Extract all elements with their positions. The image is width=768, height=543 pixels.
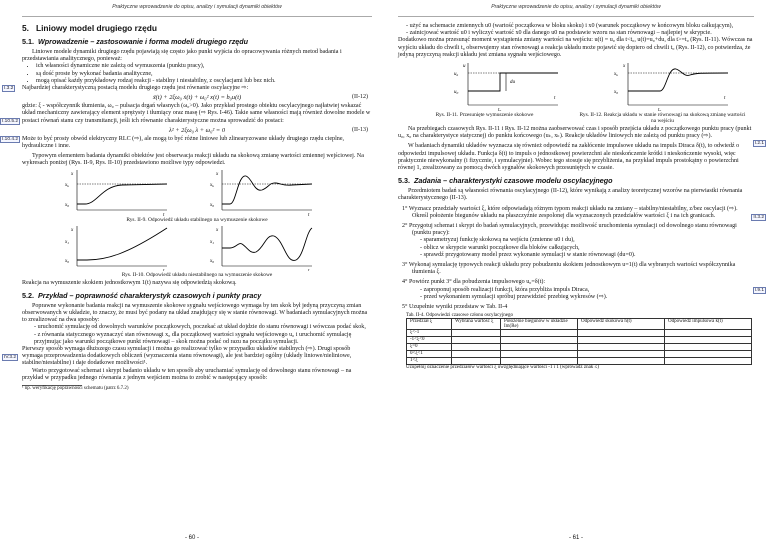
margin-reference[interactable]: I.10.4.2 xyxy=(2,136,19,142)
subsection-heading-5-2 xyxy=(22,291,372,300)
response-curve xyxy=(77,228,167,260)
table-header: Wybrana wartość ξ xyxy=(452,319,501,330)
table-cell: -1<ξ<0 xyxy=(407,337,452,344)
equation-number: (II-13) xyxy=(352,126,368,133)
x-axis-label: t xyxy=(724,96,726,102)
shifted-step-plot xyxy=(454,63,558,111)
table-cell[interactable] xyxy=(578,358,665,365)
paragraph: Poprawne wykonanie badania reakcji na wymuszenie skokowe sygnału wejściowego wymaga by ten skok był jedyną przyczyną zmian obserwowanych w układzie, to znaczy, że musi być podany na układ znajdujący się w stanie równowagi. W badaniach symulacyjnych można to zrealizować na dwa sposoby: xyxy=(22,302,368,324)
response-curve xyxy=(222,176,312,204)
tick-label: $x_1$ xyxy=(210,239,214,245)
task-item: 5° Uzupełnie wyniki przedstaw w Tab. II-4 xyxy=(402,304,508,311)
response-curve xyxy=(628,69,728,91)
subsection-heading-5-3 xyxy=(398,176,754,185)
list-item: • mogą opisać każdy przykładowy rodzaj reakcji - stabilny i niestabilny, z oscylacjami lub bez nich. xyxy=(36,78,372,85)
table-cell[interactable] xyxy=(578,344,665,351)
tick-label: $x_0$ xyxy=(614,90,618,96)
y-axis-label: x xyxy=(71,171,74,177)
paragraph: Typowym elementem badania dynamiki obiektów jest obserwacja reakcji układu na skokową zmianę wartości zmiennej wejściowej. Na wykresach poniżej (Rys. II-9, Rys. II-10) przedstawiono możliwe typy odpowiedzi. xyxy=(22,153,364,167)
equation xyxy=(22,94,372,101)
paragraph: Na przebiegach czasowych Rys. II-11 i Rys. II-12 można zaobserwować czas i sposób przejścia układu z początkowego punktu pracy (punkt u₀, x₀ na charakterystyce statycznej) do punktu końcowego (uₖ, xₖ). Reakcje układów liniowych nie zależą od punktu pracy (⇨). xyxy=(398,126,752,140)
equation-text: ẍ(t) + 2ξω₀ ẋ(t) + ω₀² x(t) = b₀u(t) xyxy=(152,94,242,102)
table-cell: 0<ξ<1 xyxy=(407,351,452,358)
table-cell[interactable] xyxy=(578,330,665,337)
table-title: Tab. II-4. Odpowiedzi czasowe członu oscylacyjnego xyxy=(406,313,513,319)
bullet-list xyxy=(22,63,372,85)
paragraph: Dodatkowo można przesunąć moment wystąpienia zmiany wartości na wejściu: u(t) = u₀ dla t<t₀, u(t)=u₀+du, dla t>=t₀ (Rys. II-11). Wówczas na wyjściu układu do chwili t₀ obserwujemy stan równowagi a reakcja układu może pojawić się dopiero od chwili t₀ (Rys. II-12), co potwierdza, że jedyną przyczyną reakcji układu jest zmiana sygnału wejściowego. xyxy=(398,37,753,58)
table-row xyxy=(407,330,752,337)
table-header: Przedział ξ xyxy=(407,319,452,330)
response-curve xyxy=(77,184,167,204)
table-cell[interactable] xyxy=(452,351,501,358)
tick-label: $u_k$ xyxy=(454,72,459,78)
list-item: - zaproponuj sposób realizacji funkcji, która przybliża impuls Diraca, xyxy=(420,287,754,294)
section-title: Liniowy model drugiego rzędu xyxy=(35,23,157,33)
response-curve xyxy=(222,228,312,260)
paragraph: Pierwszy sposób wymaga dłuższego czasu symulacji i można go realizować tylko w przypadku układów stabilnych (⇨). Drugi sposób wymaga przeprowadzenia dodatkowych obliczeń (wyznaczenia stanu równowagi), ale jest bardziej ogólny (układy liniowe/nieliniowe, stabilne/niestabilne) i daje dodatkowe możliwości¹. xyxy=(22,346,352,367)
equation-text: λ² + 2ξω₀ λ + ω₀² = 0 xyxy=(168,126,226,134)
tick-label: $x_1$ xyxy=(65,239,69,245)
table-header-row xyxy=(407,319,752,330)
tick-label: $x_0$ xyxy=(65,258,69,264)
list-item: - sprawdź przygotowany model przez wykonanie symulacji w stanie równowagi (du=0). xyxy=(420,252,754,259)
table-cell[interactable] xyxy=(665,351,752,358)
margin-reference[interactable]: I.3.2 xyxy=(4,86,14,92)
subsection-heading-5-1 xyxy=(22,37,372,46)
table-cell[interactable] xyxy=(452,358,501,365)
table-cell[interactable] xyxy=(452,344,501,351)
table-row xyxy=(407,337,752,344)
x-axis-label xyxy=(308,269,310,271)
subsection-title: Przykład – poprawność charakterystyk czasowych i punkty pracy xyxy=(38,290,262,300)
page-header: Praktyczne wprowadzenie do opisu, analizy i symulacji dynamiki obiektów xyxy=(398,0,754,17)
list-item: - oblicz w skrypcie warunki początkowe dla bloków całkujących, xyxy=(420,245,754,252)
table-cell: ξ=0 xyxy=(407,344,452,351)
table-row xyxy=(407,344,752,351)
tick-label: $t_0$ xyxy=(498,108,502,112)
table-cell[interactable] xyxy=(665,358,752,365)
stable-oscillating-plot xyxy=(209,170,312,216)
list-item: • ich własności dynamiczne nie zależą od wymuszenia (punktu pracy), xyxy=(36,63,372,70)
paragraph: Liniowe modele dynamiki drugiego rzędu pojawiają się często jako punkt wyjścia do opracowywania różnych metod badania i przedstawiania analitycznego, ponieważ: xyxy=(22,49,342,63)
table-note: Uzupełnij oznaczenie przedziałów wartości ξ uwzględniające wartości -1 i 1 (wprowadź znak ≤) xyxy=(406,365,599,371)
paragraph: Najbardziej charakterystyczną postacią modelu drugiego rzędu jest równanie oscylacyjne ⇨: xyxy=(22,85,249,92)
equation xyxy=(22,127,372,134)
subsection-number: 5.1. xyxy=(22,37,34,46)
results-table xyxy=(406,318,752,365)
table-cell[interactable] xyxy=(578,351,665,358)
table-header: Położenie biegunów w układzie Im(Re) xyxy=(501,319,578,330)
paragraph: Może to być prosty obwód elektryczny RLC (⇨), ale mogą to być różne liniowe lub zlinearyzowane układy drugiego rzędu cieplne, hydrauliczne i inne. xyxy=(22,135,345,150)
page-number: - 60 - xyxy=(184,535,199,541)
margin-reference[interactable]: IV.3.2 xyxy=(4,355,17,361)
dash-list xyxy=(398,23,754,37)
page-number: - 61 - xyxy=(568,535,583,541)
list-item: - użyć na schemacie zmiennych u0 (wartość początkowa w bloku skoku) i x0 (warunek początkowy w końcowym bloku całkującym), xyxy=(406,23,754,30)
table-row xyxy=(407,358,752,365)
y-axis-label: u xyxy=(463,64,466,70)
tick-label: $u_0$ xyxy=(454,90,459,96)
x-axis-label: t xyxy=(163,212,165,216)
dash-list xyxy=(22,324,372,346)
right-page xyxy=(384,0,768,543)
table-header: Odpowiedź skokowa h(t) xyxy=(578,319,665,330)
task-item: 2° Przygotuj schemat i skrypt do badań symulacyjnych, przewidując możliwość uruchomienia symulacji od dowolnego stanu równowagi (punktu pracy): xyxy=(402,223,737,237)
table-cell[interactable] xyxy=(665,337,752,344)
task-item: 3° Wykonaj symulację typowych reakcji układu przy pobudzeniu skokiem jednostkowym u=1(t) dla wybranych wartości współczynnika tłumienia ξ. xyxy=(402,262,736,276)
tick-label: $x_k$ xyxy=(210,182,214,188)
margin-reference[interactable]: II.3.2 xyxy=(753,214,764,220)
table-cell: 1<ξ xyxy=(407,358,452,365)
paragraph: gdzie: ξ - współczynnik tłumienia, ω₀ – pulsacja drgań własnych (ω₀>0). Jako przykład prostego obiektu oscylacyjnego najłatwiej wskazać układ mechaniczny zawierający element sprężysty i tłumiący oraz masę (⇨ Rys. I-46). Takie same własności mają również dowolne modele w postaci równań stanu czy transmitancji, jeśli ich równanie charakterystyczne można sprowadzić do postaci: xyxy=(22,103,371,124)
tick-label: $x_0$ xyxy=(65,202,69,208)
x-axis-label xyxy=(163,269,165,271)
figure-caption: Rys. II-10. Odpowiedź układu niestabilnego na wymuszenie skokowe xyxy=(121,271,273,278)
table-cell: ξ<-1 xyxy=(407,330,452,337)
table-cell[interactable] xyxy=(452,330,501,337)
figure-ii-10 xyxy=(22,225,372,271)
figure-ii-10-graphic xyxy=(22,225,372,271)
list-item: - sparametryzuj funkcję skokową na wejściu (zmienne u0 i du), xyxy=(420,237,754,244)
equilibrium-response-plot xyxy=(613,63,728,111)
paragraph: Warto przygotować schemat i skrypt badanio układu w ten sposób aby uruchamiać symulację od dowolnego stanu równowagi – na przykład w przypadku jednego równania z jednym wejściem można to zrobić w następujący sposób: xyxy=(22,367,352,381)
figure-captions xyxy=(398,111,754,126)
y-axis-label: x xyxy=(216,227,219,233)
table-cell[interactable] xyxy=(665,330,752,337)
table-cell[interactable] xyxy=(501,330,578,337)
subsection-title: Zadania – charakterystyki czasowe modelu oscylacyjnego xyxy=(414,176,613,186)
dash-list xyxy=(398,287,754,301)
section-heading xyxy=(22,23,372,33)
footnote: ¹ np. weryfikację poprawności schematu (patrz 6.7.2) xyxy=(22,386,129,392)
list-item: - z równania statycznego wyznaczyć stan równowagi x₀ dla początkowej wartości sygnału wejściowego u₀ i uruchomić symulację przyjmując jako warunki początkowe punkt równowagi – skok można podać od razu na początku symulacji. xyxy=(34,332,372,346)
tick-label: $x_k$ xyxy=(65,182,69,188)
table-cell[interactable] xyxy=(665,344,752,351)
y-axis-label: x xyxy=(71,227,74,233)
figure-ii-9-graphic xyxy=(22,168,372,216)
table-cell[interactable] xyxy=(578,337,665,344)
x-axis-label: t xyxy=(308,212,310,216)
table-cell[interactable] xyxy=(452,337,501,344)
section-number: 5. xyxy=(22,23,29,33)
list-item: - zainicjować wartość u0 i wyliczyć wartość x0 dla danego u0 na podstawie wzoru na stan równowagi – najlepiej w skrypcie. xyxy=(406,30,754,37)
table-header: Odpowiedź impulsowa k(t) xyxy=(665,319,752,330)
list-item: - uruchomić symulację od dowolnych warunków początkowych, poczekać aż układ dojdzie do stanu równowagi i wówczas podać skok, xyxy=(34,324,372,331)
list-item: • są dość proste by wykonać badania analityczne, xyxy=(36,71,372,78)
figure-caption: Rys. II-11. Przesunięte wymuszenie skokowe xyxy=(435,112,534,119)
table-cell[interactable] xyxy=(501,344,578,351)
tick-label: $x_0$ xyxy=(210,202,214,208)
tick-label: $x_0$ xyxy=(210,258,214,264)
table-cell[interactable] xyxy=(501,337,578,344)
y-axis-label: x xyxy=(623,64,626,70)
subsection-title: Wprowadzenie – zastosowanie i forma modeli drugiego rzędu xyxy=(38,37,249,46)
task-item: 1° Wyznacz przedziały wartości ξ, które odpowiadają różnym typom reakcji układu na zmiany – stabilny/niestabilny, z/bez oscylacji (⇨). Określ położenie biegunów układu na płaszczyźnie zespolonej dla wyznaczonych przedziałów wartości ξ i na ich granicach. xyxy=(402,205,738,219)
tick-label: $t_0$ xyxy=(658,108,662,112)
paragraph: Reakcja na wymuszenie skokiem jednostkowym 1(t) nazywa się odpowiedzią skokową. xyxy=(22,279,237,286)
equation-number: (II-12) xyxy=(352,94,368,101)
unstable-nonoscillating-plot xyxy=(64,226,167,271)
subsection-number: 5.2. xyxy=(22,290,34,300)
table-cell[interactable] xyxy=(501,358,578,365)
paragraph: Przedmiotem badań są własności równania oscylacyjnego (II-12), które wynikają z analizy teoretycznej wzorów na pierwiastki równania charakterystycznego (II-13). xyxy=(398,188,743,202)
paragraph: W badaniach dynamiki układów wyznacza się również odpowiedź na zakłócenie impulsowe układu na impuls Diraca δ(t), to odwiedź o odpowiedzi impulsowej układu. Funkcja δ(t) to impuls o jednostkowej powierzchni ale nieskończenie krótki i nieskończenie wysoki, więc praktycznie niewykonalny (i fizycznie, i symulacyjnie). Wobec tego stosuje się przybliżenia, na przykład impuls prostokątny o powierzchni równej 1, zrealizowany za pomocą dwóch sygnałów skokowych przesuniętych w czasie. xyxy=(398,143,740,172)
table-cell[interactable] xyxy=(501,351,578,358)
dash-list xyxy=(398,237,754,259)
page-header: Praktyczne wprowadzenie do opisu, analizy i symulacji dynamiki obiektów xyxy=(22,0,372,17)
x-axis-label: t xyxy=(554,96,556,102)
margin-reference[interactable]: I.9.1 xyxy=(754,288,764,294)
table-row xyxy=(407,351,752,358)
stable-nonoscillating-plot xyxy=(64,170,167,216)
figures-ii-11-ii-12-graphic xyxy=(398,59,754,111)
task-item: 4° Powtórz punkt 3° dla pobudzenia impulsowego u₀=δ(t): xyxy=(402,279,546,286)
task-list xyxy=(398,205,764,312)
y-axis-label: x xyxy=(216,171,219,177)
unstable-oscillating-plot xyxy=(209,226,312,271)
figure-caption: Rys. II-12. Reakcja układu w stanie równowagi na skokową zmianę wartości na wejściu xyxy=(579,112,746,125)
figures-ii-11-ii-12 xyxy=(398,59,754,111)
figure-ii-9 xyxy=(22,168,372,216)
list-item: - przed wykonaniem symulacji spróbuj przewidzieć przebieg wykresów (⇨). xyxy=(420,294,754,301)
subsection-number: 5.3. xyxy=(398,176,410,186)
tick-label: $x_k$ xyxy=(614,72,618,78)
figure-caption: Rys. II-9. Odpowiedź układu stabilnego na wymuszenie skokowe xyxy=(126,216,268,223)
margin-reference[interactable]: I.2.1 xyxy=(754,141,764,147)
margin-reference[interactable]: I.10.5.2 xyxy=(2,119,19,125)
du-label: du xyxy=(510,80,515,86)
